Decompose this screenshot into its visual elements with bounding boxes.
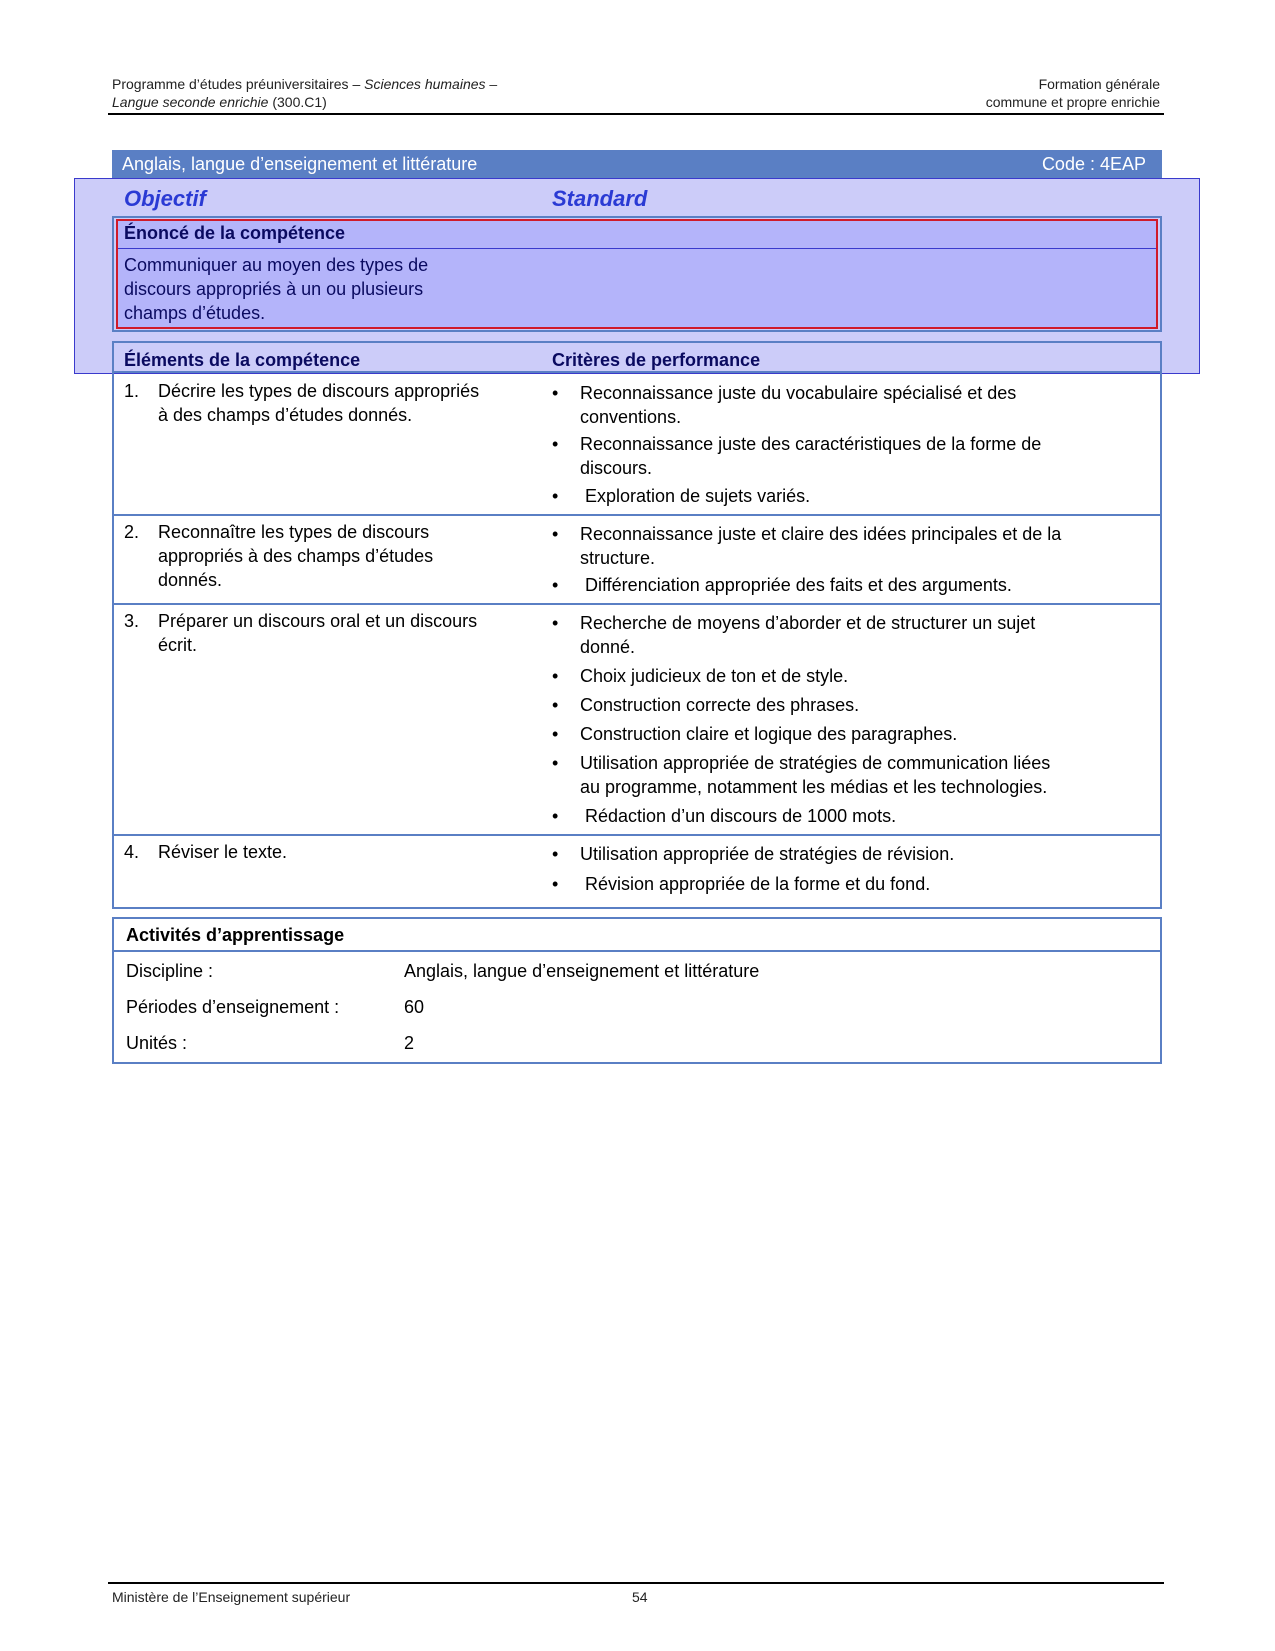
divider	[118, 248, 1156, 249]
program-subtitle: Langue seconde enrichie (300.C1)	[112, 94, 327, 110]
page-number: 54	[632, 1589, 648, 1605]
competency-statement-title: Énoncé de la compétence	[124, 223, 346, 243]
divider	[114, 603, 1160, 605]
course-title: Anglais, langue d’enseignement et littérature	[122, 154, 478, 174]
formation-sublabel: commune et propre enrichie	[985, 94, 1160, 110]
course-code: Code : 4EAP	[1041, 154, 1146, 174]
header-rule	[108, 113, 1164, 115]
footer-rule	[108, 1582, 1164, 1584]
objective-label: Objectif	[124, 186, 206, 211]
course-title-bar	[112, 150, 1162, 178]
elements-header: Éléments de la compétence	[124, 350, 361, 370]
program-title: Programme d’études préuniversitaires – Sciences humaines –	[112, 76, 498, 92]
formation-label: Formation générale	[1038, 76, 1160, 92]
divider	[114, 371, 1160, 373]
standard-label: Standard	[552, 186, 648, 211]
competency-statement-text: Communiquer au moyen des types de discours appropriés à un ou plusieurs champs d’études.	[124, 255, 429, 323]
footer-ministry: Ministère de l’Enseignement supérieur	[112, 1589, 351, 1605]
divider	[114, 834, 1160, 836]
criteria-header: Critères de performance	[552, 350, 761, 370]
divider	[114, 514, 1160, 516]
learning-activities-title: Activités d’apprentissage	[126, 925, 345, 945]
divider	[114, 950, 1160, 952]
